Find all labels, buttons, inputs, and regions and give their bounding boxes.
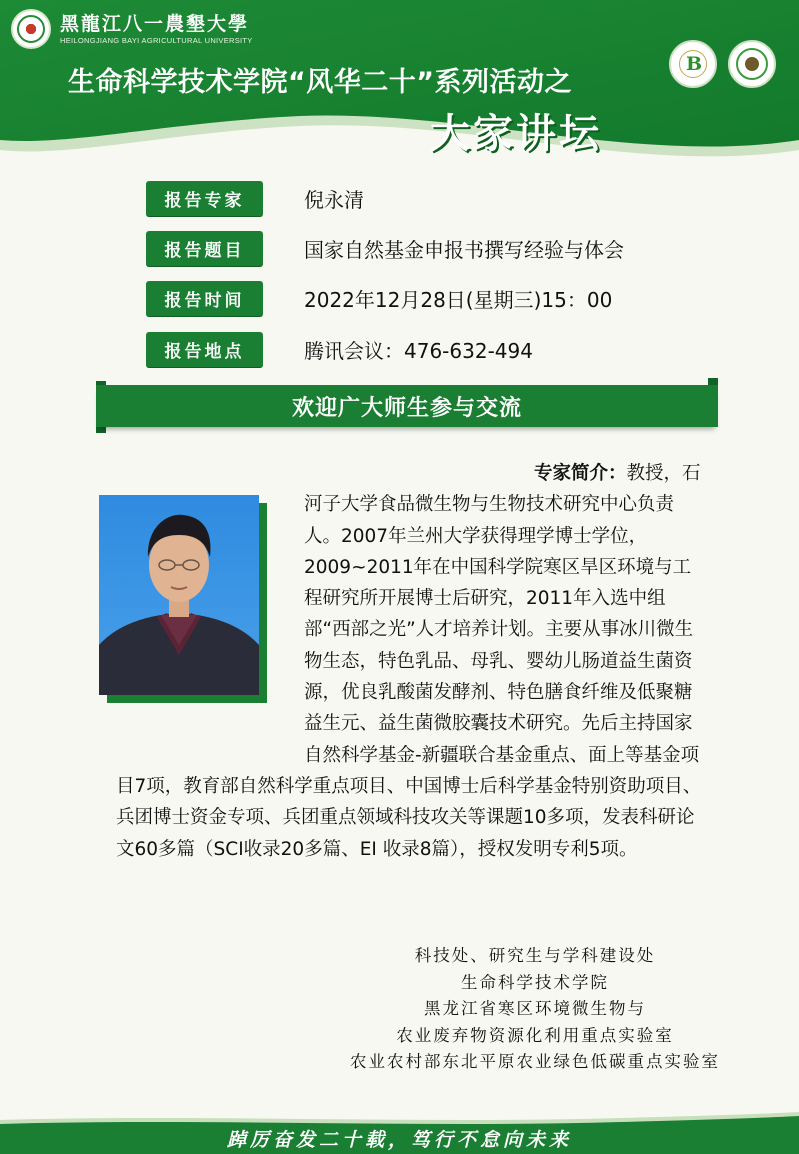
info-label-expert: 报告专家 — [146, 181, 263, 216]
organizer-line: 科技处、研究生与学科建设处 — [414, 946, 656, 965]
info-value-topic: 国家自然基金申报书撰写经验与体会 — [304, 238, 624, 262]
info-value-expert: 倪永清 — [304, 188, 364, 212]
info-value-time: 2022年12月28日(星期三)15：00 — [304, 288, 613, 312]
organizer-line: 农业废弃物资源化利用重点实验室 — [396, 1025, 674, 1045]
organizer-line: 农业农村部东北平原农业绿色低碳重点实验室 — [350, 1052, 720, 1071]
info-label-topic: 报告题目 — [146, 231, 263, 266]
footer-slogan: 踔厉奋发二十载，笃行不怠向未来 — [226, 1129, 572, 1151]
info-label-venue: 报告地点 — [146, 332, 263, 367]
organizer-line: 生命科学技术学院 — [461, 972, 609, 992]
welcome-banner: 欢迎广大师生参与交流 — [96, 385, 718, 427]
college-anniversary-badge-icon: B — [669, 40, 717, 88]
page-title: 大家讲坛 — [430, 110, 602, 157]
expert-bio — [116, 458, 702, 865]
key-laboratory-badge-icon — [728, 40, 776, 88]
info-value-venue: 腾讯会议：476-632-494 — [304, 339, 533, 363]
info-label-time: 报告时间 — [146, 281, 263, 316]
university-name-en: HEILONGJIANG BAYI AGRICULTURAL UNIVERSITY — [60, 36, 253, 45]
series-title: 生命科学技术学院“风华二十”系列活动之 — [68, 67, 572, 98]
organizers — [300, 943, 770, 1076]
header-banner — [0, 0, 799, 175]
university-logo-icon — [11, 9, 51, 49]
bio-title: 专家简介： — [534, 463, 627, 484]
university-name-cn: 黑龍江八一農墾大學 — [60, 13, 250, 35]
bio-text: 教授，石河子大学食品微生物与生物技术研究中心负责人。2007年兰州大学获得理学博士学位，2009~2011年在中国科学院寒区旱区环境与工程研究所开展博士后研究，2011年入选中组部“西部之光”人才培养计划。主要从事冰川微生物生态，特色乳品、母乳、婴幼儿肠道益生菌资源，优良乳酸菌发酵剂、特色膳食纤维及低聚糖益生元、益生菌微胶囊技术研究。先后主持国家自然科学基金-新疆联合基金重点、面上等基金项目7项，教育部自然科学重点项目、中国博士后科学基金特别资助项目、兵团博士资金专项、兵团重点领域科技攻关等课题10多项，发表科研论文60多篇（SCI收录20多篇、EI 收录8篇），授权发明专利5项。 — [116, 463, 702, 860]
organizer-line: 黑龙江省寒区环境微生物与 — [424, 999, 646, 1018]
